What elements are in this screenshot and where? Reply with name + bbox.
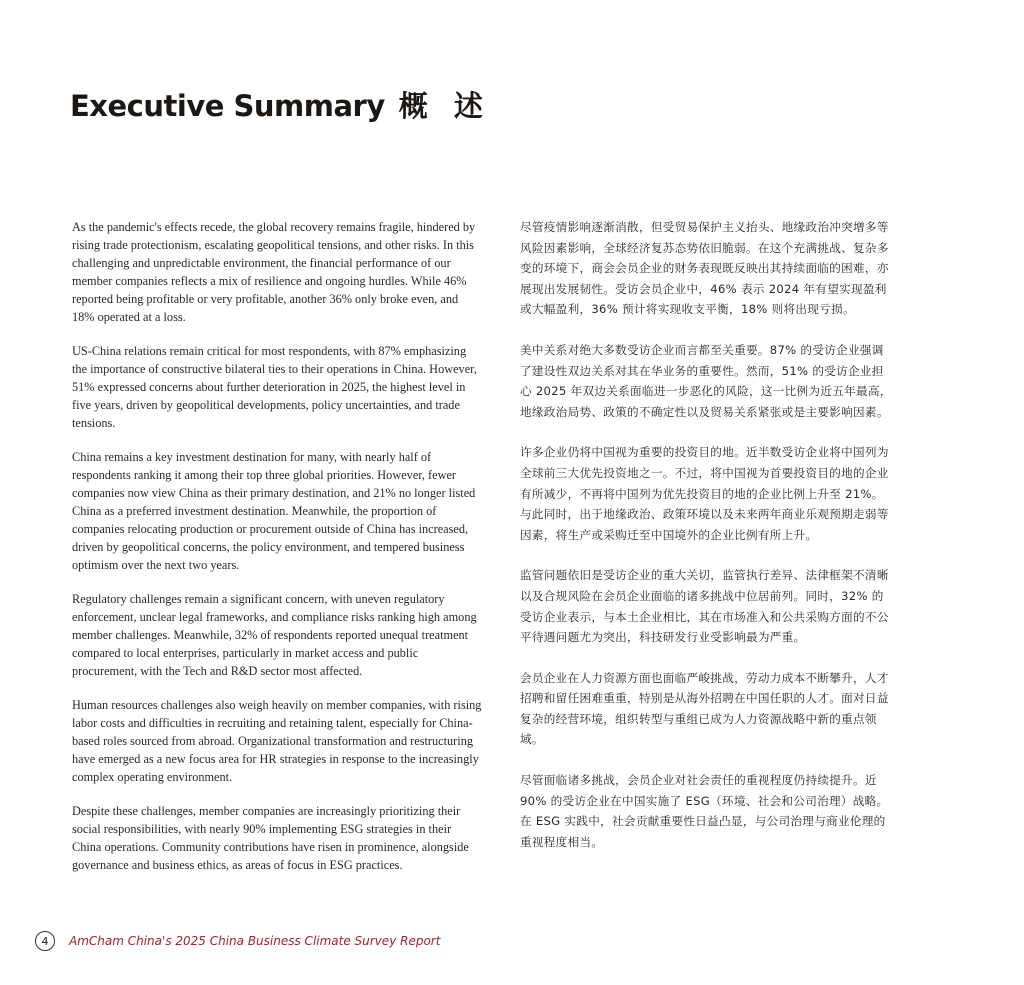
english-paragraph: Regulatory challenges remain a significant concern, with uneven regulatory enforcement, unclear legal frameworks, and compliance risks ranking high among member challenges. Meanwhile, 32% of respondents reported unequal treatment compared to local enterprises, particularly in market access and public procurement, with the Tech and R&D sector most affected. [72, 592, 477, 678]
chinese-paragraph: 会员企业在人力资源方面也面临严峻挑战，劳动力成本不断攀升，人才招聘和留任困难重重，特别是从海外招聘在中国任职的人才。面对日益复杂的经营环境，组织转型与重组已成为人力资源战略中新的重点领域。 [520, 670, 889, 747]
chinese-column [520, 217, 892, 852]
chinese-paragraph: 监管问题依旧是受访企业的重大关切，监管执行差异、法律框架不清晰以及合规风险在会员企业面临的诸多挑战中位居前列。同时，32% 的受访企业表示，与本土企业相比，其在市场准入和公共采购方面的不公平待遇问题尤为突出，科技研发行业受影响最为严重。 [520, 568, 889, 645]
page-title-chinese: 概 述 [398, 89, 491, 123]
english-column [72, 218, 482, 874]
chinese-paragraph: 美中关系对绝大多数受访企业而言都至关重要。87% 的受访企业强调了建设性双边关系对其在华业务的重要性。然而，51% 的受访企业担心 2025 年双边关系面临进一步恶化的风险，这一比例为近五年最高，地缘政治局势、政策的不确定性以及贸易关系紧张或是主要影响因素。 [520, 342, 892, 419]
english-paragraph: Despite these challenges, member companies are increasingly prioritizing their social responsibilities, with nearly 90% implementing ESG strategies in their China operations. Community contributions have risen in prominence, alongside governance and business ethics, as areas of focus in ESG practices. [72, 804, 469, 872]
english-paragraph: China remains a key investment destination for many, with nearly half of respondents ranking it among their top three global priorities. However, fewer companies now view China as their primary destination, and 21% no longer listed China as a preferred investment destination. Meanwhile, the proportion of companies relocating production or procurement outside of China has increased, driven by geopolitical concerns, the policy environment, and tempered business optimism over the next two years. [72, 450, 476, 572]
english-paragraph: Human resources challenges also weigh heavily on member companies, with rising labor costs and difficulties in recruiting and retaining talent, especially for China-based roles sourced from abroad. Organizational transformation and restructuring have emerged as a new focus area for HR strategies in response to the increasingly complex operating environment. [72, 698, 482, 784]
chinese-paragraph: 尽管面临诸多挑战，会员企业对社会责任的重视程度仍持续提升。近 90% 的受访企业在中国实施了 ESG（环境、社会和公司治理）战略。在 ESG 实践中，社会贡献重要性日益凸显，与公司治理与商业伦理的重视程度相当。 [520, 773, 889, 849]
chinese-paragraph: 许多企业仍将中国视为重要的投资目的地。近半数受访企业将中国列为全球前三大优先投资地之一。不过，将中国视为首要投资目的地的企业有所减少，不再将中国列为优先投资目的地的企业比例上升至 21%。与此同时，出于地缘政治、政策环境以及未来两年商业乐观预期走弱等因素，将生产或采购迁至中国境外的企业比例有所上升。 [520, 445, 889, 542]
english-paragraph: US-China relations remain critical for most respondents, with 87% emphasizing the importance of constructive bilateral ties to their operations in China. However, 51% expressed concerns about further deterioration in 2025, the highest level in five years, driven by geopolitical developments, policy uncertainties, and trade tensions. [72, 344, 477, 430]
page-number-badge [35, 931, 55, 951]
page-number: 4 [41, 934, 49, 948]
chinese-paragraph: 尽管疫情影响逐渐消散，但受贸易保护主义抬头、地缘政治冲突增多等风险因素影响，全球经济复苏态势依旧脆弱。在这个充满挑战、复杂多变的环境下，商会会员企业的财务表现既反映出其持续面临的困难，亦展现出发展韧性。受访会员企业中，46% 表示 2024 年有望实现盈利或大幅盈利，36% 预计将实现收支平衡，18% 则将出现亏损。 [520, 220, 889, 317]
english-paragraph: As the pandemic's effects recede, the global recovery remains fragile, hindered by rising trade protectionism, escalating geopolitical tensions, and other risks. In this challenging and unpredictable environment, the financial performance of our member companies reflects a mix of resilience and ongoing hurdles. While 46% reported being profitable or very profitable, another 36% only broke even, and 18% operated at a loss. [72, 220, 476, 324]
report-title: AmCham China's 2025 China Business Climate Survey Report [69, 934, 441, 948]
page-footer [35, 929, 440, 953]
page-title [70, 84, 491, 125]
page-title-english: Executive Summary [70, 89, 385, 123]
